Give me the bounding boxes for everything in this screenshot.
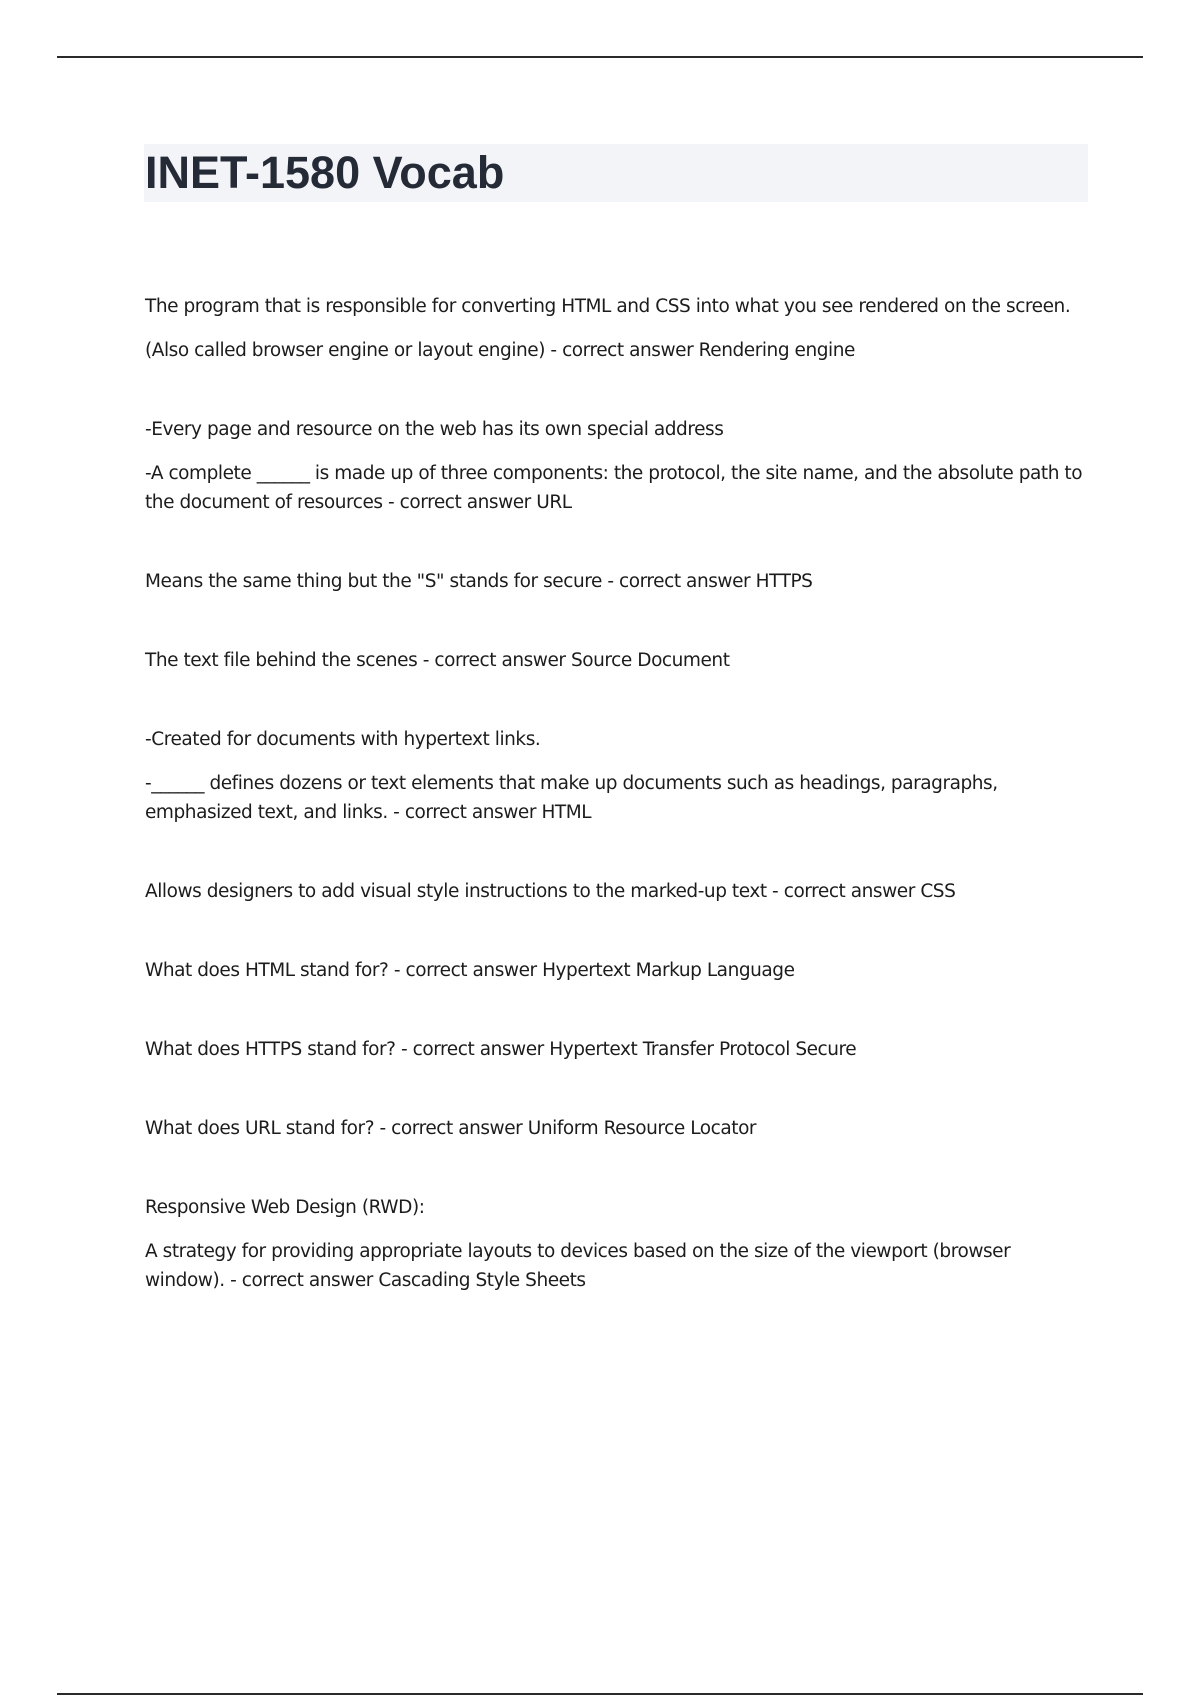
flashcard	[145, 725, 1090, 827]
top-divider	[57, 56, 1143, 58]
card-line: Responsive Web Design (RWD):	[145, 1197, 425, 1218]
flashcard	[145, 415, 1090, 517]
card-line: Allows designers to add visual style instructions to the marked-up text - correct answer CSS	[145, 881, 956, 902]
flashcard	[145, 1193, 1090, 1295]
card-line: -Every page and resource on the web has its own special address	[145, 419, 724, 440]
card-line: The program that is responsible for converting HTML and CSS into what you see rendered on the screen.	[145, 296, 1071, 317]
card-line: -A complete ______ is made up of three components: the protocol, the site name, and the absolute path to the document of resources - correct answer URL	[145, 463, 1083, 513]
card-line: -Created for documents with hypertext links.	[145, 729, 541, 750]
card-line: Means the same thing but the "S" stands for secure - correct answer HTTPS	[145, 571, 813, 592]
card-line: What does URL stand for? - correct answer Uniform Resource Locator	[145, 1118, 757, 1139]
flashcard	[145, 1035, 1090, 1064]
flashcard	[145, 877, 1090, 906]
card-line: -______ defines dozens or text elements that make up documents such as headings, paragraphs, emphasized text, and links. - correct answer HTML	[145, 773, 998, 823]
card-line: A strategy for providing appropriate layouts to devices based on the size of the viewport (browser window). - correct answer Cascading Style Sheets	[145, 1241, 1011, 1291]
document-title: INET-1580 Vocab	[145, 147, 505, 198]
bottom-divider	[57, 1693, 1143, 1695]
card-line: What does HTML stand for? - correct answer Hypertext Markup Language	[145, 960, 795, 981]
flashcard	[145, 567, 1090, 596]
flashcard	[145, 292, 1090, 365]
flashcard	[145, 956, 1090, 985]
card-line: What does HTTPS stand for? - correct answer Hypertext Transfer Protocol Secure	[145, 1039, 857, 1060]
flashcard	[145, 1114, 1090, 1143]
card-line: (Also called browser engine or layout engine) - correct answer Rendering engine	[145, 340, 855, 361]
card-line: The text file behind the scenes - correct answer Source Document	[145, 650, 730, 671]
flashcard	[145, 646, 1090, 675]
flashcard-list	[145, 292, 1090, 1345]
